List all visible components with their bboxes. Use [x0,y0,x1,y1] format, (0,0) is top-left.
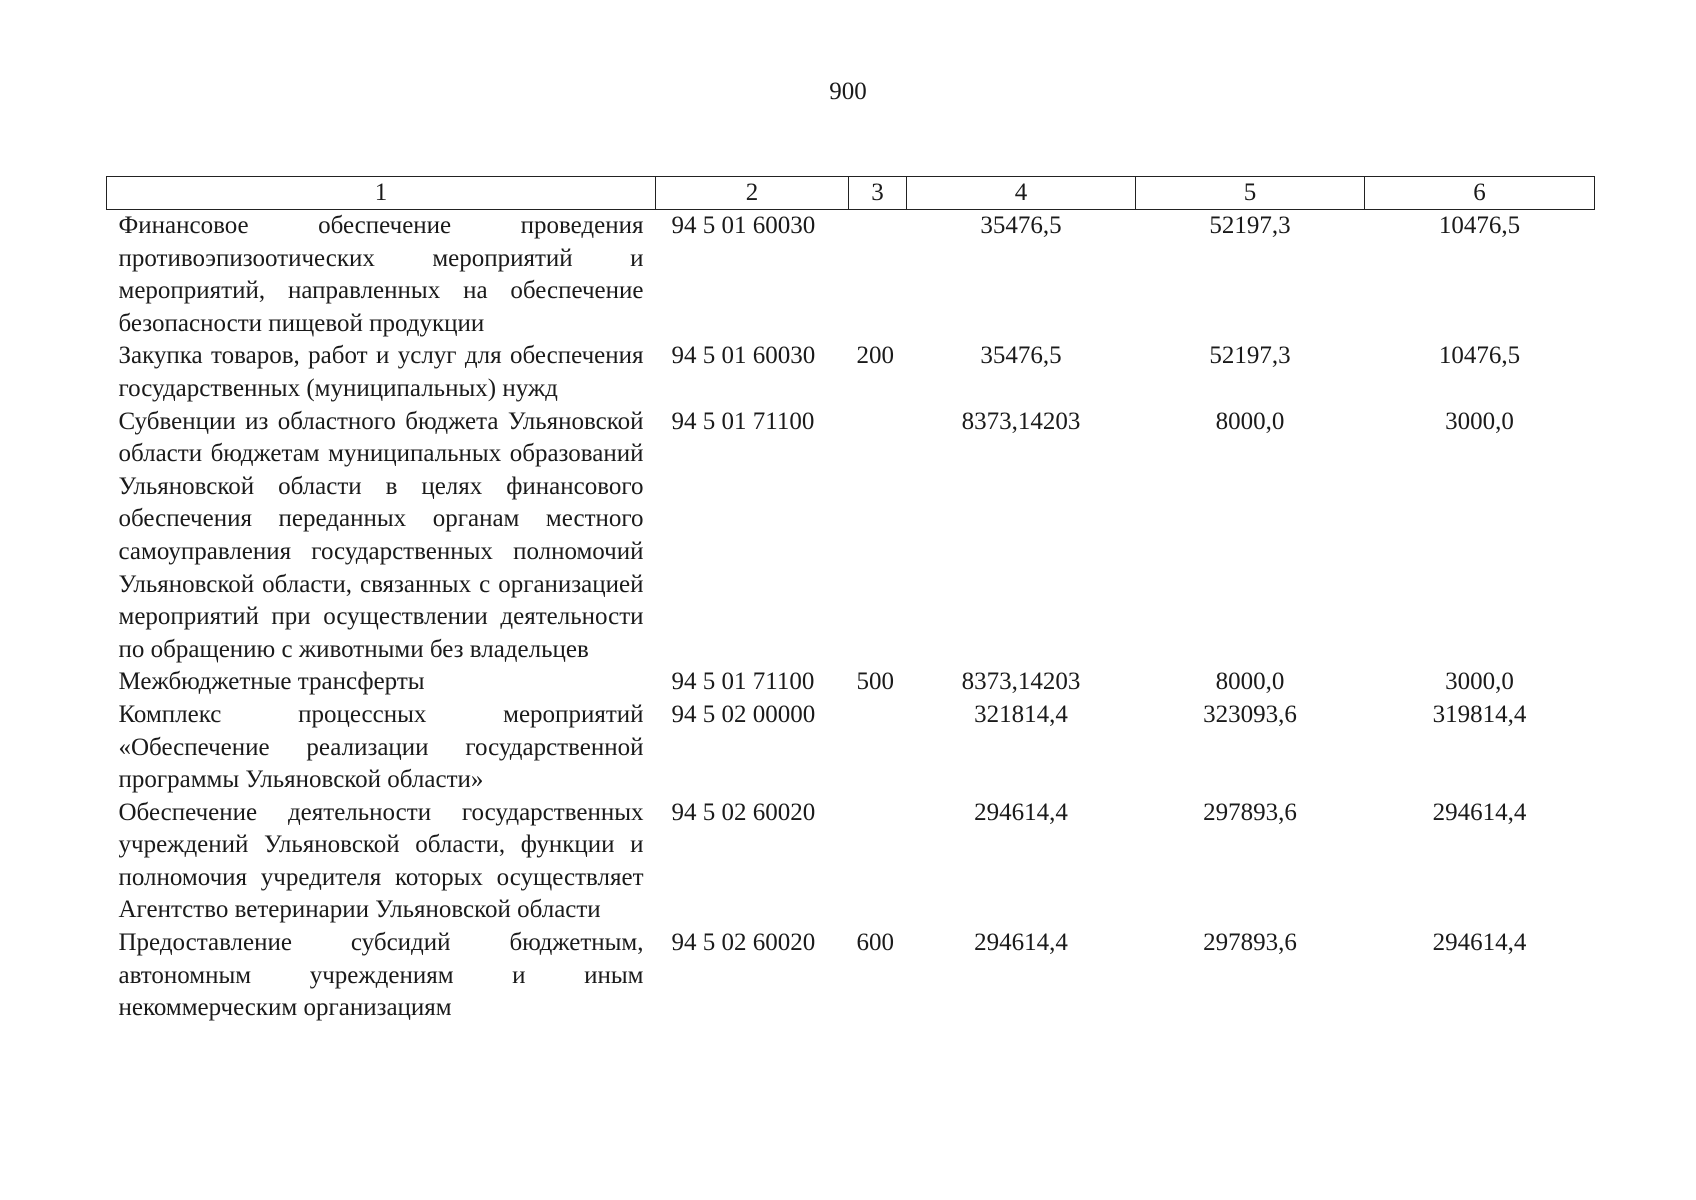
row-value-col6: 10476,5 [1438,212,1521,239]
row-value-col6: 3000,0 [1445,407,1514,435]
row-name-cell: Закупка товаров, работ и услуг для обеспечения государственных (муниципальных) нужд [118,342,644,402]
row-value-col6: 3000,0 [1445,668,1514,696]
table-row [107,340,1595,405]
row-name-cell: Субвенции из областного бюджета Ульяновской области бюджетам муниципальных образований Ульяновской области в целях финансового обеспечения переданных органам местного самоуправления государственных полномочий Ульяновской области, связанных с организацией мероприятий при осуществлении деятельности по обращению с животными без владельцев [118,407,644,663]
row-code-cell: 94 5 02 00000 [671,700,816,728]
table-row [107,666,1595,699]
row-value-col4: 294614,4 [974,929,1068,957]
row-value-col6: 294614,4 [1432,798,1527,826]
budget-table [106,176,1594,1025]
row-value-col5: 52197,3 [1209,342,1291,370]
row-code-cell: 94 5 01 60030 [671,212,816,239]
row-name-cell: Предоставление субсидий бюджетным, автономным учреждениям и иным некоммерческим организациям [118,929,644,1022]
row-type-cell [849,797,907,927]
row-code-cell: 94 5 01 60030 [671,342,816,370]
row-type-cell [849,699,907,797]
row-value-col5: 297893,6 [1203,929,1297,957]
row-value-col5: 323093,6 [1203,700,1297,728]
header-col-6: 6 [1365,177,1595,210]
row-value-col4: 35476,5 [980,342,1062,370]
table-row [107,797,1595,927]
row-type-cell: 200 [856,342,894,370]
row-type-cell: 600 [856,929,894,957]
row-code-cell: 94 5 01 71100 [671,668,815,696]
row-code-cell: 94 5 02 60020 [671,798,816,826]
row-value-col6: 10476,5 [1438,342,1521,370]
row-name-cell: Межбюджетные трансферты [118,668,425,696]
table-row [107,927,1595,1025]
row-value-col6: 319814,4 [1432,700,1527,728]
row-value-col4: 294614,4 [974,798,1068,826]
table-row [107,406,1595,667]
header-col-2: 2 [656,177,849,210]
header-col-3: 3 [849,177,907,210]
table-row [107,210,1595,341]
row-value-col4: 8373,14203 [961,407,1081,435]
table-header [107,177,1595,210]
budget-table-grid [106,176,1595,1025]
header-col-5: 5 [1136,177,1365,210]
row-value-col4: 8373,14203 [961,668,1081,696]
row-code-cell: 94 5 02 60020 [671,929,816,957]
page-number: 900 [829,78,867,105]
row-type-cell [849,210,907,341]
row-value-col4: 321814,4 [974,700,1068,728]
row-name-cell: Финансовое обеспечение проведения противоэпизоотических мероприятий и мероприятий, направленных на обеспечение безопасности пищевой продукции [118,212,644,337]
row-code-cell: 94 5 01 71100 [671,407,815,435]
row-name-cell: Комплекс процессных мероприятий «Обеспечение реализации государственной программы Ульяновской области» [118,700,644,794]
header-col-1: 1 [107,177,656,210]
row-type-cell: 500 [856,668,894,696]
table-body [107,210,1595,1025]
row-value-col5: 8000,0 [1215,407,1285,435]
row-value-col6: 294614,4 [1432,929,1527,957]
row-value-col4: 35476,5 [980,212,1062,239]
row-value-col5: 52197,3 [1209,212,1291,239]
header-col-4: 4 [907,177,1136,210]
row-value-col5: 8000,0 [1215,668,1285,696]
table-row [107,699,1595,797]
header-row [107,177,1595,210]
row-type-cell [849,406,907,667]
row-value-col5: 297893,6 [1203,798,1297,826]
row-name-cell: Обеспечение деятельности государственных учреждений Ульяновской области, функции и полномочия учредителя которых осуществляет Агентство ветеринарии Ульяновской области [118,798,644,924]
